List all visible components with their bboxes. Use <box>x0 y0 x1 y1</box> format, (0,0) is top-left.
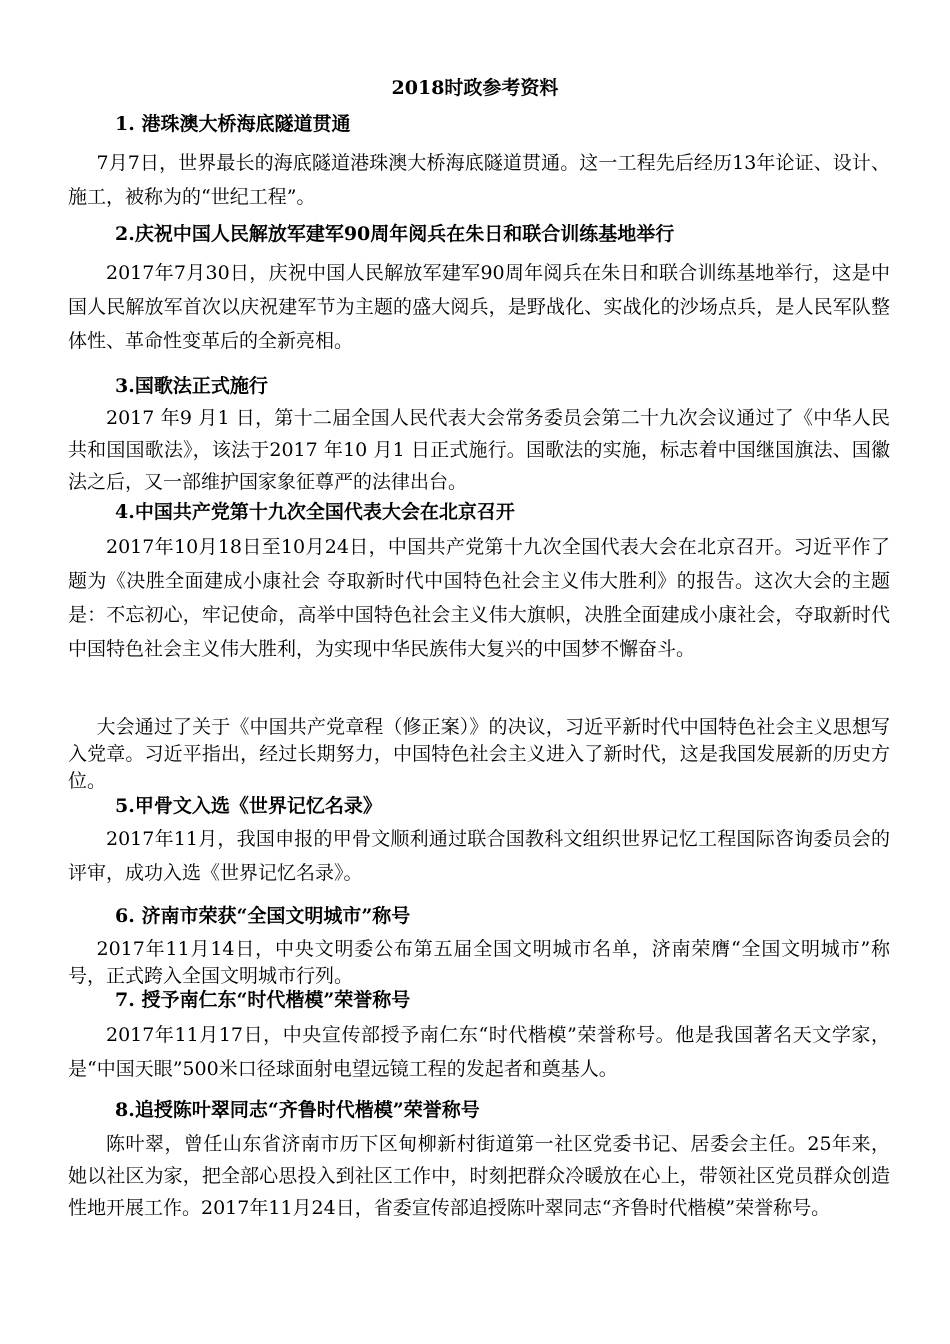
section-1-paragraph: 7月7日，世界最长的海底隧道港珠澳大桥海底隧道贯通。这一工程先后经历13年论证、设计、施工，被称为的“世纪工程”。 <box>68 152 890 208</box>
section-heading-4: 4.中国共产党第十九次全国代表大会在北京召开 <box>115 501 515 523</box>
section-heading-1: 1. 港珠澳大桥海底隧道贯通 <box>115 113 351 135</box>
document-title: 2018时政参考资料 <box>391 77 559 99</box>
section-3-paragraph: 2017 年9 月1 日，第十二届全国人民代表大会常务委员会第二十九次会议通过了《中华人民共和国国歌法》，该法于2017 年10 月1 日正式施行。国歌法的实施，标志着中国继国旗法、国徽法之后，又一部维护国家象征尊严的法律出台。 <box>68 407 890 493</box>
section-heading-3: 3.国歌法正式施行 <box>115 375 268 397</box>
section-heading-7: 7. 授予南仁东“时代楷模”荣誉称号 <box>115 989 411 1011</box>
section-8-paragraph: 陈叶翠，曾任山东省济南市历下区甸柳新村街道第一社区党委书记、居委会主任。25年来，她以社区为家，把全部心思投入到社区工作中，时刻把群众冷暖放在心上，带领社区党员群众创造性地开展工作。2017年11月24日，省委宣传部追授陈叶翠同志“齐鲁时代楷模”荣誉称号。 <box>68 1133 890 1219</box>
section-heading-5: 5.甲骨文入选《世界记忆名录》 <box>115 795 382 817</box>
section-4-paragraph-1: 2017年10月18日至10月24日，中国共产党第十九次全国代表大会在北京召开。习近平作了题为《决胜全面建成小康社会 夺取新时代中国特色社会主义伟大胜利》的报告。这次大会的主题是：不忘初心，牢记使命，高举中国特色社会主义伟大旗帜，决胜全面建成小康社会，夺取新时代中国特色社会主义伟大胜利，为实现中华民族伟大复兴的中国梦不懈奋斗。 <box>68 536 890 660</box>
section-5-paragraph: 2017年11月，我国申报的甲骨文顺利通过联合国教科文组织世界记忆工程国际咨询委员会的评审，成功入选《世界记忆名录》。 <box>68 828 890 884</box>
section-4-paragraph-2: 大会通过了关于《中国共产党章程（修正案）》的决议，习近平新时代中国特色社会主义思想写入党章。习近平指出，经过长期努力，中国特色社会主义进入了新时代，这是我国发展新的历史方位。 <box>68 716 890 792</box>
section-6-paragraph: 2017年11月14日，中央文明委公布第五届全国文明城市名单，济南荣膺“全国文明城市”称号，正式跨入全国文明城市行列。 <box>68 938 890 987</box>
section-heading-8: 8.追授陈叶翠同志“齐鲁时代楷模”荣誉称号 <box>115 1099 480 1121</box>
section-heading-2: 2.庆祝中国人民解放军建军90周年阅兵在朱日和联合训练基地举行 <box>115 223 675 245</box>
section-7-paragraph: 2017年11月17日，中央宣传部授予南仁东“时代楷模”荣誉称号。他是我国著名天文学家，是“中国天眼”500米口径球面射电望远镜工程的发起者和奠基人。 <box>68 1024 890 1080</box>
section-heading-6: 6. 济南市荣获“全国文明城市”称号 <box>115 905 411 927</box>
section-2-paragraph: 2017年7月30日，庆祝中国人民解放军建军90周年阅兵在朱日和联合训练基地举行，这是中国人民解放军首次以庆祝建军节为主题的盛大阅兵，是野战化、实战化的沙场点兵，是人民军队整体性、革命性变革后的全新亮相。 <box>68 262 890 352</box>
